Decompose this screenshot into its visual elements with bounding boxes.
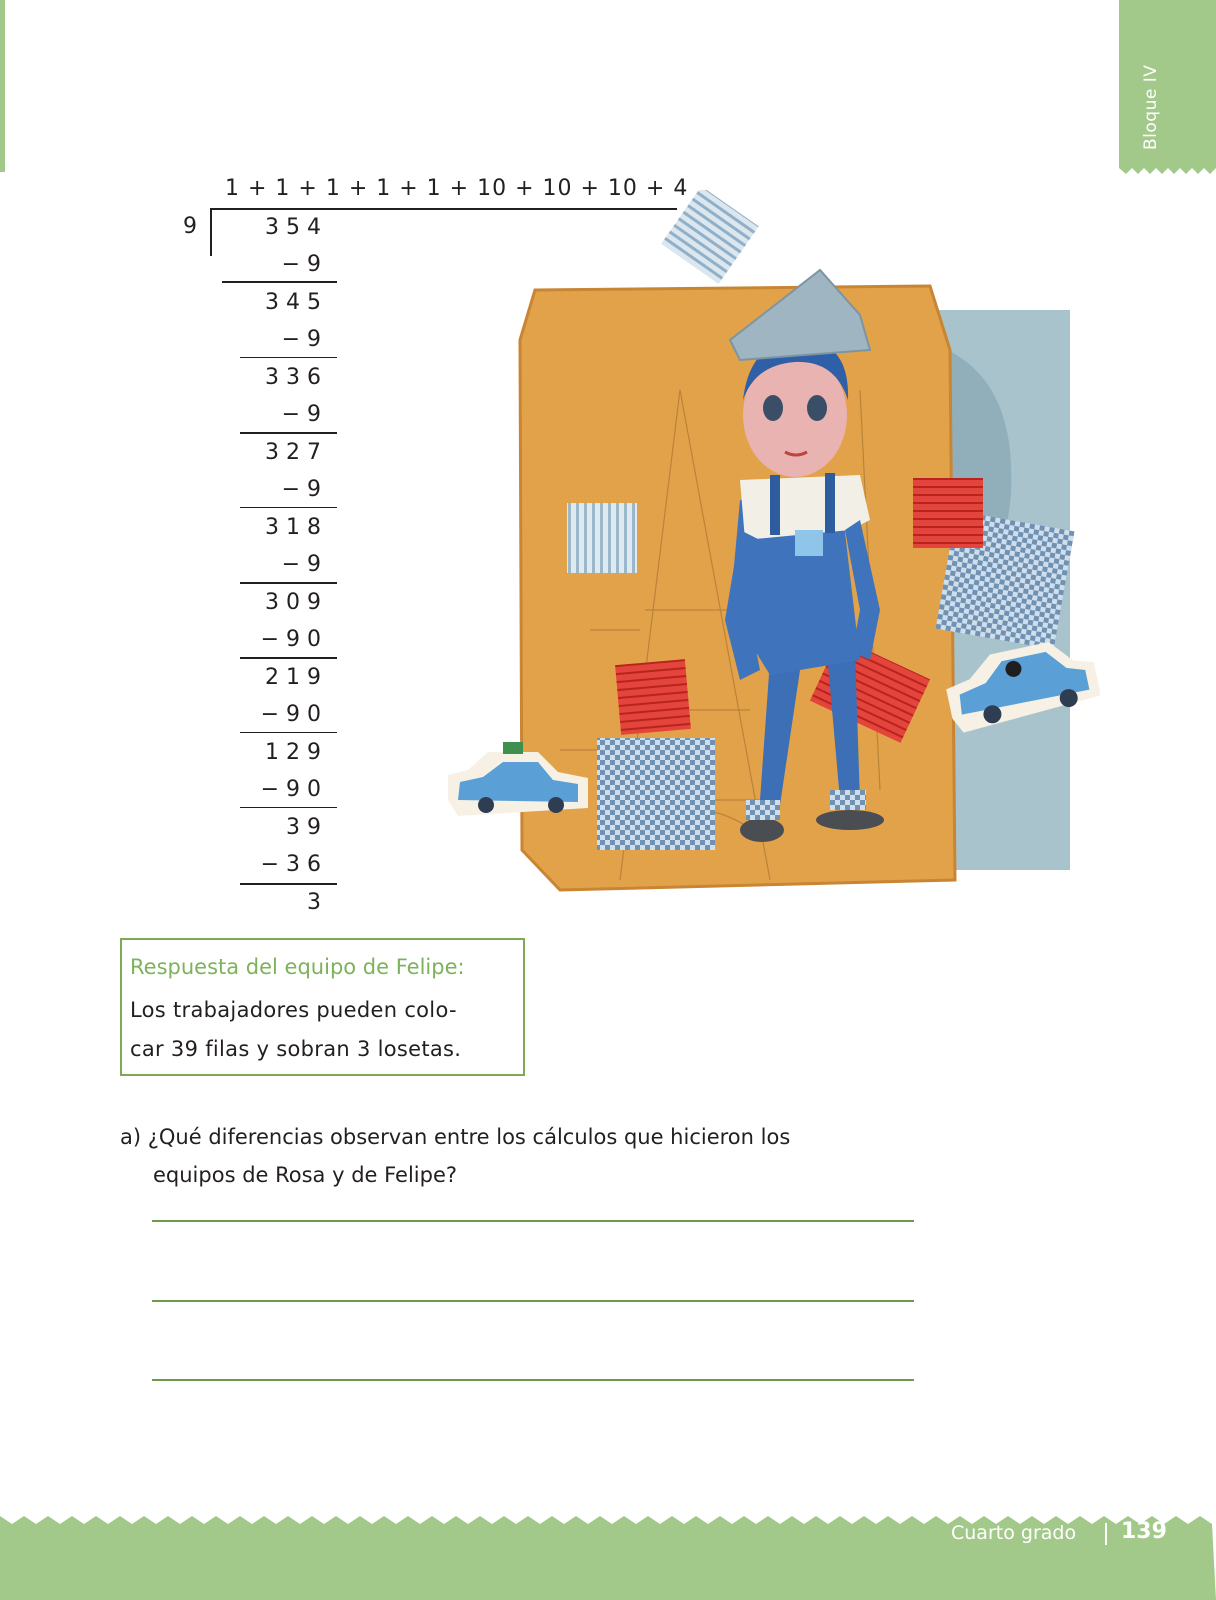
collage-illustration	[440, 190, 1100, 910]
subtraction-rule	[240, 507, 337, 508]
division-step: 354	[265, 215, 328, 240]
subtraction-rule	[222, 281, 337, 283]
divisor: 9	[183, 214, 197, 239]
question-line-2: equipos de Rosa y de Felipe?	[153, 1163, 458, 1187]
subtraction-rule	[240, 732, 337, 733]
footer-grade: Cuarto grado	[951, 1522, 1077, 1544]
answer-write-line[interactable]	[152, 1379, 914, 1381]
division-step: −90	[260, 777, 328, 802]
subtraction-rule	[240, 432, 337, 434]
division-step: 345	[265, 290, 328, 315]
subtraction-rule	[240, 357, 337, 358]
subtraction-rule	[240, 582, 337, 584]
division-step: 39	[286, 815, 328, 840]
division-step: 327	[265, 440, 328, 465]
page-number: 139	[1121, 1519, 1167, 1544]
question-line-1: a) ¿Qué diferencias observan entre los cálculos que hicieron los	[120, 1125, 791, 1149]
division-step: 309	[265, 590, 328, 615]
division-step: −9	[281, 402, 328, 427]
division-step: −90	[260, 627, 328, 652]
division-step: −9	[281, 327, 328, 352]
subtraction-rule	[240, 657, 337, 659]
division-step: 336	[265, 365, 328, 390]
subtraction-rule	[240, 807, 337, 808]
answer-title: Respuesta del equipo de Felipe:	[130, 955, 465, 979]
division-step: −9	[281, 477, 328, 502]
quotient-sum: 1 + 1 + 1 + 1 + 1 + 10 + 10 + 10 + 4	[225, 176, 689, 201]
division-step: −90	[260, 702, 328, 727]
answer-line-2: car 39 filas y sobran 3 losetas.	[130, 1037, 462, 1061]
answer-line-1: Los trabajadores pueden colo-	[130, 998, 457, 1022]
division-step: 318	[265, 515, 328, 540]
answer-write-line[interactable]	[152, 1220, 914, 1222]
block-label: Bloque IV	[1141, 64, 1161, 150]
division-step: −9	[281, 552, 328, 577]
division-step: 3	[307, 890, 328, 915]
block-tab	[1119, 0, 1216, 162]
division-step: 129	[265, 740, 328, 765]
division-step: −9	[281, 252, 328, 277]
block-tab-zigzag	[1119, 162, 1216, 176]
question-a	[120, 1118, 790, 1194]
answer-write-line[interactable]	[152, 1300, 914, 1302]
division-step: 219	[265, 665, 328, 690]
division-step: −36	[260, 852, 328, 877]
footer-divider	[1105, 1523, 1107, 1545]
subtraction-rule	[240, 883, 337, 885]
